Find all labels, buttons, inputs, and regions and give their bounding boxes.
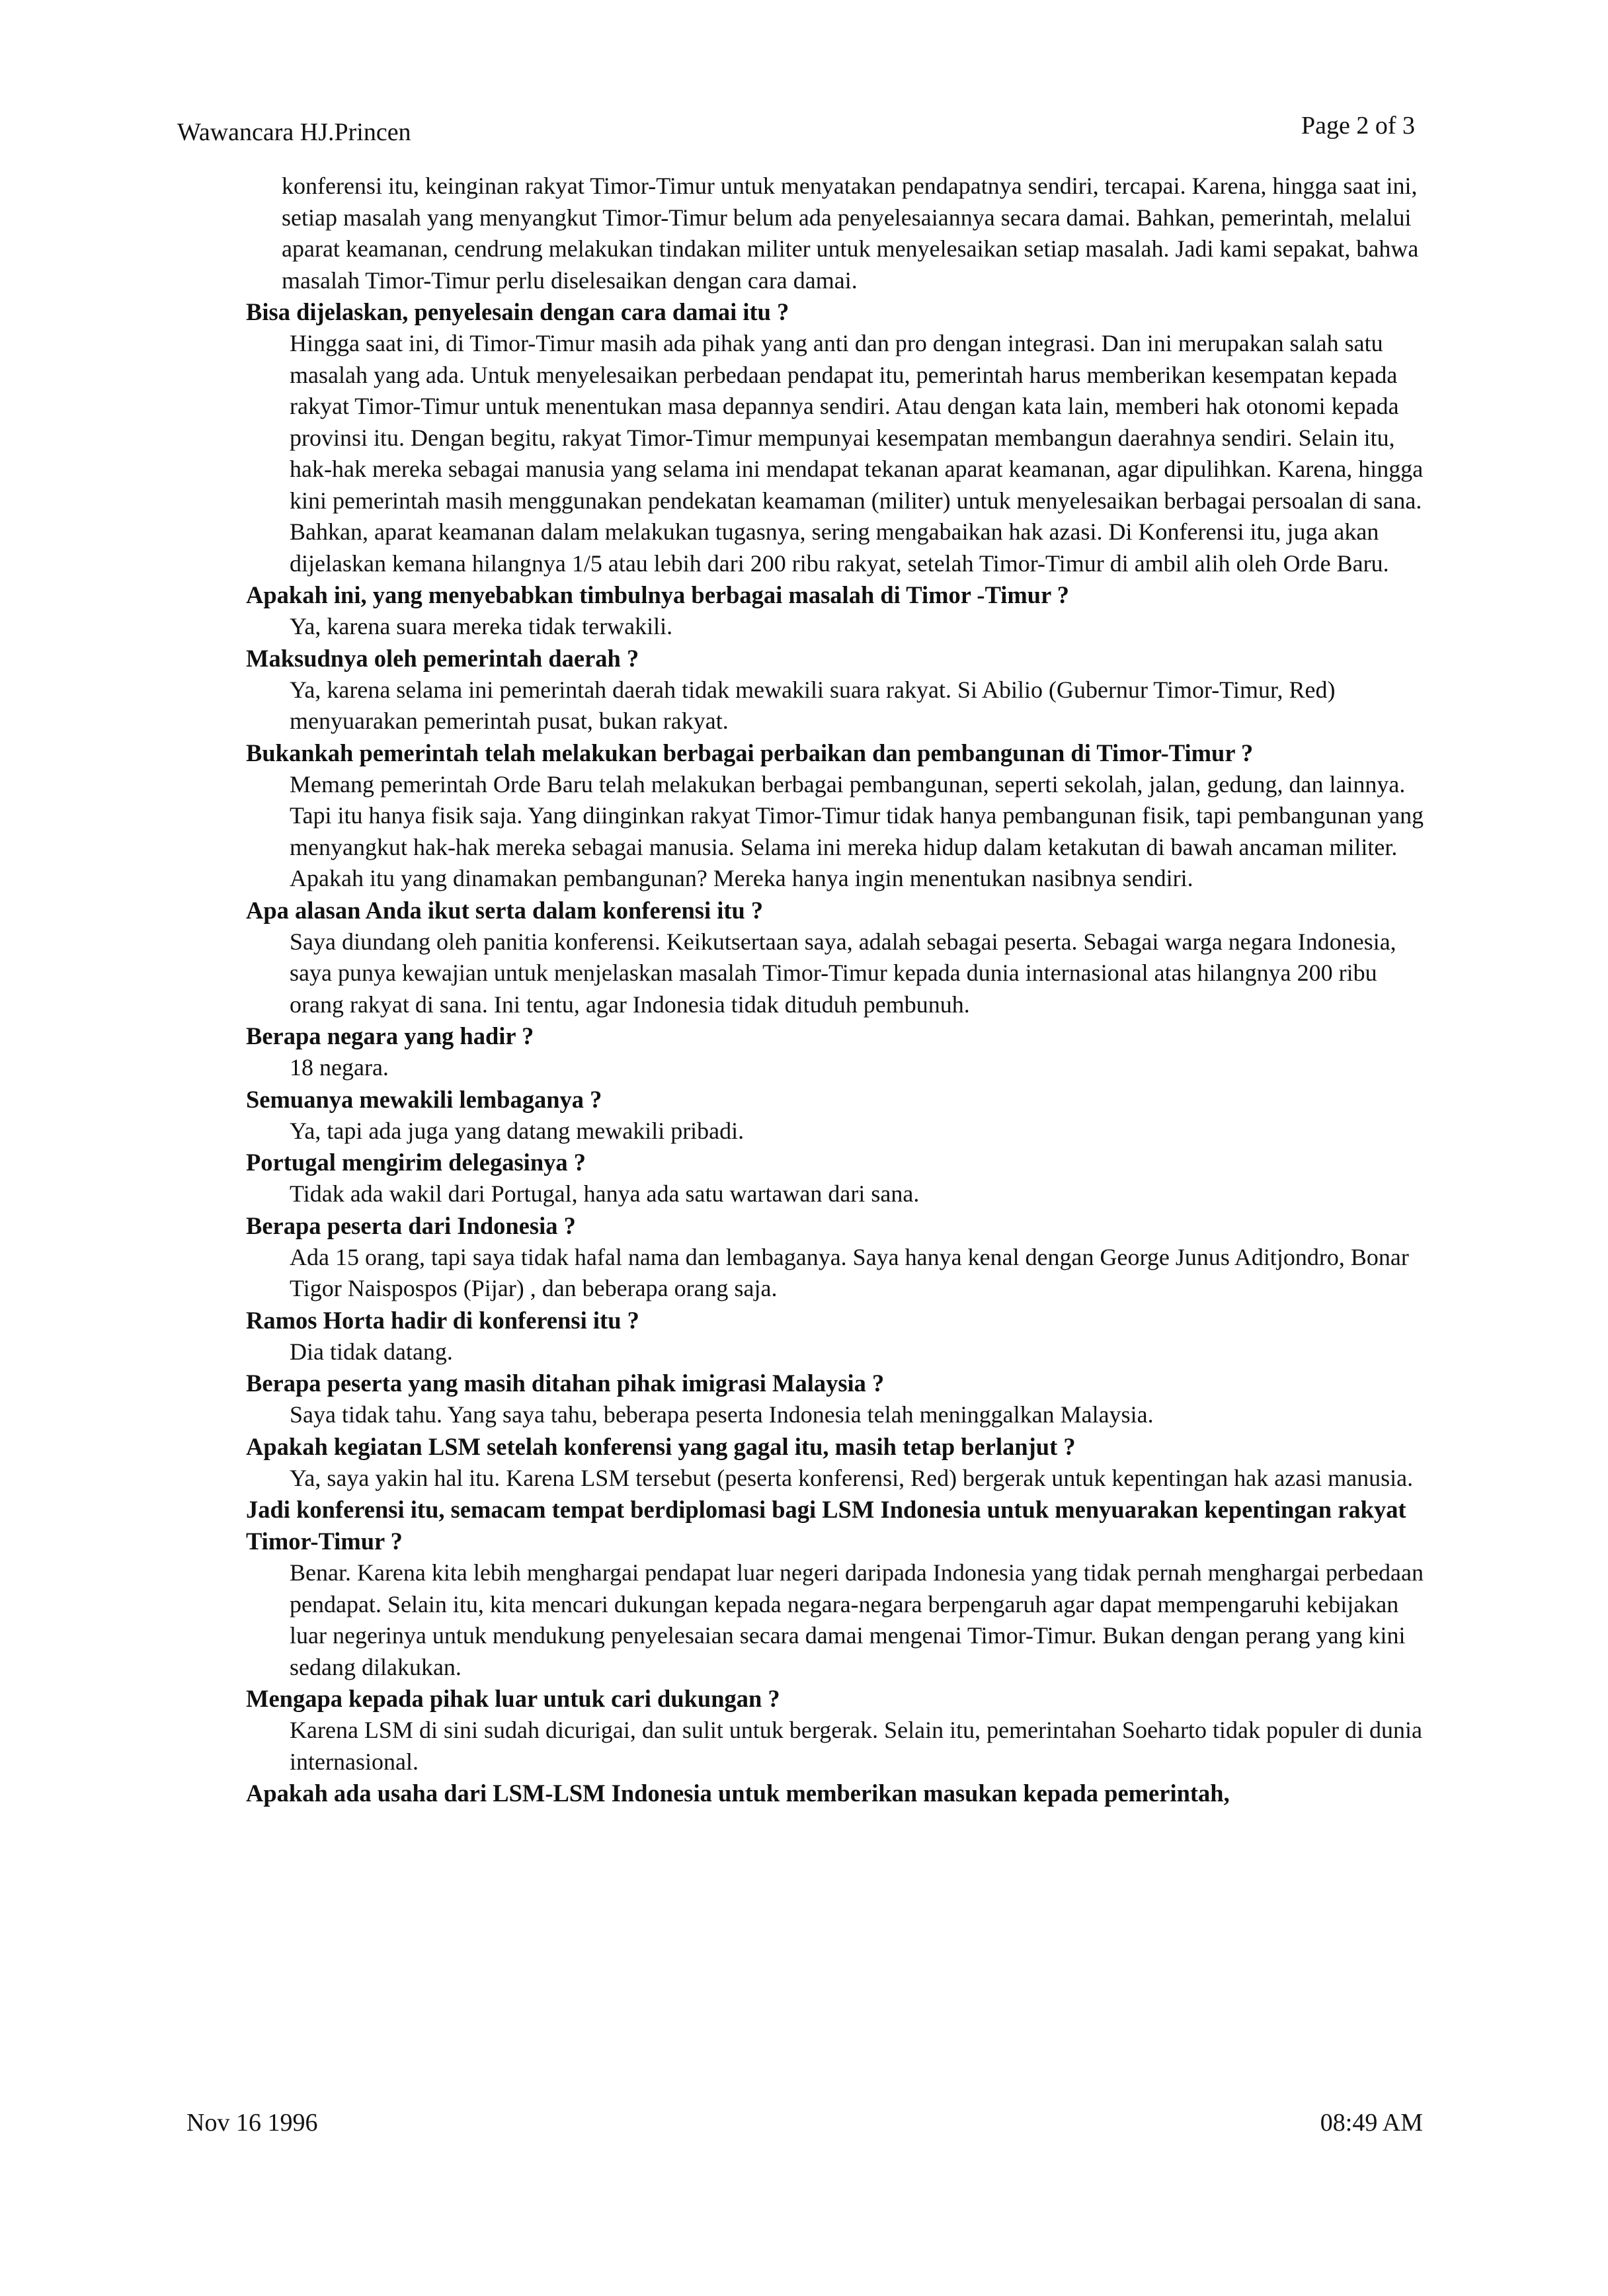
answer: Saya tidak tahu. Yang saya tahu, beberapa peserta Indonesia telah meninggalkan Malaysia. [290, 1401, 1154, 1428]
answer: 18 negara. [290, 1054, 389, 1081]
question: Apa alasan Anda ikut serta dalam konferensi itu ? [246, 896, 764, 924]
page-number: Page 2 of 3 [1301, 112, 1415, 140]
answer: Dia tidak datang. [290, 1338, 453, 1365]
answer: Karena LSM di sini sudah dicurigai, dan sulit untuk bergerak. Selain itu, pemerintahan Soeharto tidak populer di dunia internasional. [290, 1717, 1422, 1775]
question: Semuanya mewakili lembaganya ? [246, 1085, 602, 1113]
answer: Hingga saat ini, di Timor-Timur masih ada pihak yang anti dan pro dengan integrasi. Dan ini merupakan salah satu masalah yang ada. Untuk menyelesaikan perbedaan pendapat itu, pemerintah harus memberikan kesempatan kepada rakyat Timor-Timur untuk menentukan masa depannya sendiri. Atau dengan kata lain, memberi hak otonomi kepada provinsi itu. Dengan begitu, rakyat Timor-Timur mempunyai kesempatan membangun daerahnya sendiri. Selain itu, hak-hak mereka sebagai manusia yang selama ini mendapat tekanan aparat keamanan, agar dipulihkan. Karena, hingga kini pemerintah masih menggunakan pendekatan keamaman (militer) untuk menyelesaikan berbagai persoalan di sana. Bahkan, aparat keamanan dalam melakukan tugasnya, sering mengabaikan hak azasi. Di Konferensi itu, juga akan dijelaskan kemana hilangnya 1/5 atau lebih dari 200 ribu rakyat, setelah Timor-Timur di ambil alih oleh Orde Baru. [290, 330, 1424, 577]
answer: Saya diundang oleh panitia konferensi. Keikutsertaan saya, adalah sebagai peserta. Sebagai warga negara Indonesia, saya punya kewajian untuk menjelaskan masalah Timor-Timur kepada dunia internasional atas hilangnya 200 ribu orang rakyat di sana. Ini tentu, agar Indonesia tidak dituduh pembunuh. [290, 928, 1396, 1018]
question: Ramos Horta hadir di konferensi itu ? [246, 1306, 639, 1334]
answer: Ya, karena suara mereka tidak terwakili. [290, 613, 673, 639]
question: Berapa peserta yang masih ditahan pihak imigrasi Malaysia ? [246, 1370, 885, 1397]
question: Bukankah pemerintah telah melakukan berbagai perbaikan dan pembangunan di Timor-Timur ? [246, 739, 1254, 766]
answer: Ya, tapi ada juga yang datang mewakili pribadi. [290, 1117, 744, 1144]
question: Jadi konferensi itu, semacam tempat berdiplomasi bagi LSM Indonesia untuk menyuarakan kepentingan rakyat Timor-Timur ? [246, 1496, 1406, 1555]
answer: Ada 15 orang, tapi saya tidak hafal nama dan lembaganya. Saya hanya kenal dengan George Junus Aditjondro, Bonar Tigor Naispospos (Pijar) , dan beberapa orang saja. [290, 1243, 1409, 1301]
question: Apakah ada usaha dari LSM-LSM Indonesia untuk memberikan masukan kepada pemerintah, [246, 1780, 1230, 1807]
footer-time: 08:49 AM [1320, 2109, 1423, 2137]
question: Portugal mengirim delegasinya ? [246, 1149, 586, 1176]
question: Bisa dijelaskan, penyelesain dengan cara damai itu ? [246, 298, 789, 325]
footer-date: Nov 16 1996 [186, 2109, 318, 2137]
answer: Memang pemerintah Orde Baru telah melakukan berbagai pembangunan, seperti sekolah, jalan, gedung, dan lainnya. Tapi itu hanya fisik saja. Yang diinginkan rakyat Timor-Timur tidak hanya pembangunan fisik, tapi pembangunan yang menyangkut hak-hak mereka sebagai manusia. Selama ini mereka hidup dalam ketakutan di bawah ancaman militer. Apakah itu yang dinamakan pembangunan? Mereka hanya ingin menentukan nasibnya sendiri. [290, 770, 1424, 891]
question: Apakah kegiatan LSM setelah konferensi yang gagal itu, masih tetap berlanjut ? [246, 1432, 1076, 1460]
question: Maksudnya oleh pemerintah daerah ? [246, 644, 639, 672]
answer: Benar. Karena kita lebih menghargai pendapat luar negeri daripada Indonesia yang tidak pernah menghargai perbedaan pendapat. Selain itu, kita mencari dukungan kepada negara-negara berpengaruh agar dapat mempengaruhi kebijakan luar negerinya untuk mendukung penyelesaian secara damai mengenai Timor-Timur. Bukan dengan perang yang kini sedang dilakukan. [290, 1559, 1424, 1680]
answer: Ya, saya yakin hal itu. Karena LSM tersebut (peserta konferensi, Red) bergerak untuk kepentingan hak azasi manusia. [290, 1464, 1414, 1491]
question: Apakah ini, yang menyebabkan timbulnya berbagai masalah di Timor -Timur ? [246, 581, 1070, 608]
answer: Tidak ada wakil dari Portugal, hanya ada satu wartawan dari sana. [290, 1180, 920, 1207]
question: Berapa peserta dari Indonesia ? [246, 1211, 576, 1239]
document-title: Wawancara HJ.Princen [177, 118, 411, 146]
answer: Ya, karena selama ini pemerintah daerah tidak mewakili suara rakyat. Si Abilio (Gubernur Timor-Timur, Red) menyuarakan pemerintah pusat, bukan rakyat. [290, 676, 1336, 734]
question: Berapa negara yang hadir ? [246, 1022, 534, 1049]
interview-body [246, 171, 1429, 1809]
intro-paragraph: konferensi itu, keinginan rakyat Timor-Timur untuk menyatakan pendapatnya sendiri, tercapai. Karena, hingga saat ini, setiap masalah yang menyangkut Timor-Timur belum ada penyelesaiannya secara damai. Bahkan, pemerintah, melalui aparat keamanan, cendrung melakukan tindakan militer untuk menyelesaikan setiap masalah. Jadi kami sepakat, bahwa masalah Timor-Timur perlu diselesaikan dengan cara damai. [282, 173, 1419, 294]
question: Mengapa kepada pihak luar untuk cari dukungan ? [246, 1685, 780, 1712]
